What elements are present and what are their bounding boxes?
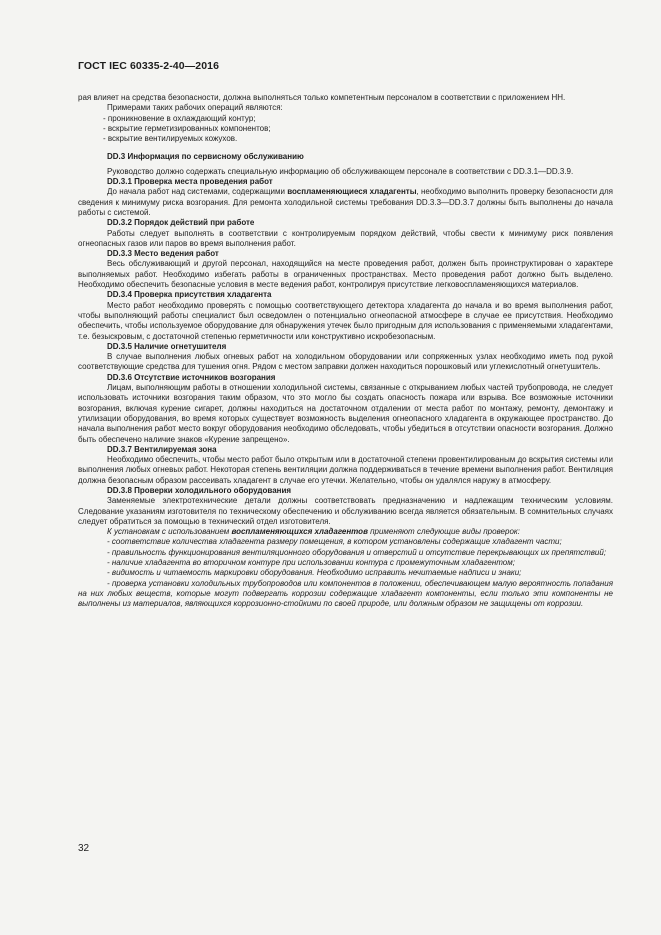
section-heading-dd3-4: DD.3.4 Проверка присутствия хладагента (107, 290, 272, 300)
paragraph: Место работ необходимо проверять с помощью соответствующего детектора хладагента до начала и во время выполнения работ, чтобы выполняющий работы специалист был осведомлен о потенциально огнеопасной атмосфере в случае ее присутствия. Необходимо обеспечить, чтобы используемое оборудование для обнаружения утечек было пригодным для использования с применяемыми хладагентами, т.е. безыскровым, с достаточной степенью герметичности или конструктивно искробезопасным. (78, 300, 613, 341)
paragraph: Примерами таких рабочих операций являются: (107, 103, 283, 113)
paragraph: Весь обслуживающий и другой персонал, находящийся на месте проведения работ, должен быть проинструктирован о характере выполняемых работ. Необходимо избегать работы в ограниченных пространствах. Место проведения работ должно быть выделено. Необходимо обеспечить безопасные условия в месте ведения работ, контролируя присутствие легковоспламеняющихся материалов. (78, 259, 613, 290)
list-item: - наличие хладагента во вторичном контуре при использовании контура с промежуточным хладагентом; (107, 558, 515, 568)
paragraph (78, 527, 613, 537)
bold-term: воспламеняющихся хладагентов (231, 527, 368, 537)
section-heading-dd3-6: DD.3.6 Отсутствие источников возгорания (107, 372, 276, 382)
list-item: - видимость и читаемость маркировки оборудования. Необходимо исправить нечитаемые надписи и знаки; (107, 568, 522, 578)
text-run: , необходимо выполнить проверку безопасности для сведения к минимуму риска возгорания. Для ремонта холодильной системы требования DD.3.3—DD.3.7 должны быть выполнены до начала работы с системой. (78, 187, 614, 217)
section-heading-dd3-7: DD.3.7 Вентилируемая зона (107, 444, 217, 454)
section-heading-dd3-1: DD.3.1 Проверка места проведения работ (107, 177, 273, 187)
paragraph: Необходимо обеспечить, чтобы место работ было открытым или в достаточной степени провентилированым до вскрытия системы или выполнения любых огневых работ. Некоторая степень вентиляции должна поддерживаться в течение времени выполнения работ. Вентиляция должна безопасным образом рассеивать хладагент в случае его утечки. Желательно, чтобы он удалялся наружу в атмосферу. (78, 455, 613, 485)
list-item: - проверка установки холодильных трубопроводов или компонентов в положении, обеспечивающем малую вероятность попадания на них любых веществ, которые могут подвергать коррозии содержащие хладагент компоненты, если только эти компоненты не выполнены из материалов, являющихся коррозионно-стойкими по своей природе, или должным образом не защищены от коррозии. (78, 578, 613, 609)
list-item: - правильность функционирования вентиляционного оборудования и отверстий и отсутствие перекрывающих их препятствий; (107, 547, 607, 557)
section-heading-dd3-3: DD.3.3 Место ведения работ (107, 249, 219, 259)
list-item: - соответствие количества хладагента размеру помещения, в котором установлены содержащие хладагент части; (107, 537, 562, 547)
paragraph: Заменяемые электротехнические детали должны соответствовать предназначению и надлежащим техническим условиям. Следование указаниям изготовителя по техническому обеспечению и обслуживанию всегда является обязательным. В сомнительных случаях следует обратиться за помощью в технический отдел изготовителя. (78, 496, 613, 526)
page-number: 32 (78, 843, 90, 854)
paragraph: Лицам, выполняющим работы в отношении холодильной системы, связанные с открыванием любых частей трубопровода, не следует использовать источники возгорания таким образом, что это могло бы создать опасность пожара или взрыва. Все возможные источники возгорания, включая курение сигарет, должны находиться на достаточном отдалении от места работ по монтажу, ремонту, демонтажу и утилизации оборудования, во время которых существует возможность выделения огнеопасного хладагента в окружающее пространство. До начала выполнения работ место вокруг оборудования необходимо обследовать, чтобы убедиться в отсутствии опасности возгорания. Должно быть обеспечено наличие знаков «Курение запрещено». (78, 383, 613, 444)
section-heading-dd3-5: DD.3.5 Наличие огнетушителя (107, 341, 227, 351)
section-heading-dd3: DD.3 Информация по сервисному обслуживанию (107, 152, 304, 162)
document-header: ГОСТ IEC 60335-2-40—2016 (78, 60, 220, 72)
list-item: - вскрытие герметизированных компонентов; (103, 123, 271, 133)
section-heading-dd3-2: DD.3.2 Порядок действий при работе (107, 218, 255, 228)
paragraph: Работы следует выполнять в соответствии с контролируемым порядком действий, чтобы свести к минимуму риск появления огнеопасных газов или паров во время выполнения работ. (78, 228, 613, 248)
text-run: применяют следующие виды проверок: (367, 527, 520, 537)
paragraph: В случае выполнения любых огневых работ на холодильном оборудовании или сопряженных узлах необходимо иметь под рукой соответствующие средства для тушения огня. Рядом с местом заправки должен находиться порошковый или углекислотный огнетушитель. (78, 352, 613, 372)
text-run: К установкам с использованием (107, 527, 232, 537)
paragraph: рая влияет на средства безопасности, должна выполняться только компетентным персоналом в соответствии с приложением НН. (78, 93, 566, 102)
document-body (78, 93, 613, 610)
list-item: - проникновение в охлаждающий контур; (103, 113, 256, 123)
bold-term: воспламеняющиеся хладагенты (287, 187, 417, 197)
list-item: - вскрытие вентилируемых кожухов. (103, 134, 238, 144)
text-run: До начала работ над системами, содержащими (107, 187, 288, 197)
paragraph (78, 187, 613, 218)
section-heading-dd3-8: DD.3.8 Проверки холодильного оборудования (107, 485, 292, 495)
paragraph: Руководство должно содержать специальную информацию об обслуживающем персонале в соответствии с DD.3.1—DD.3.9. (107, 166, 574, 176)
